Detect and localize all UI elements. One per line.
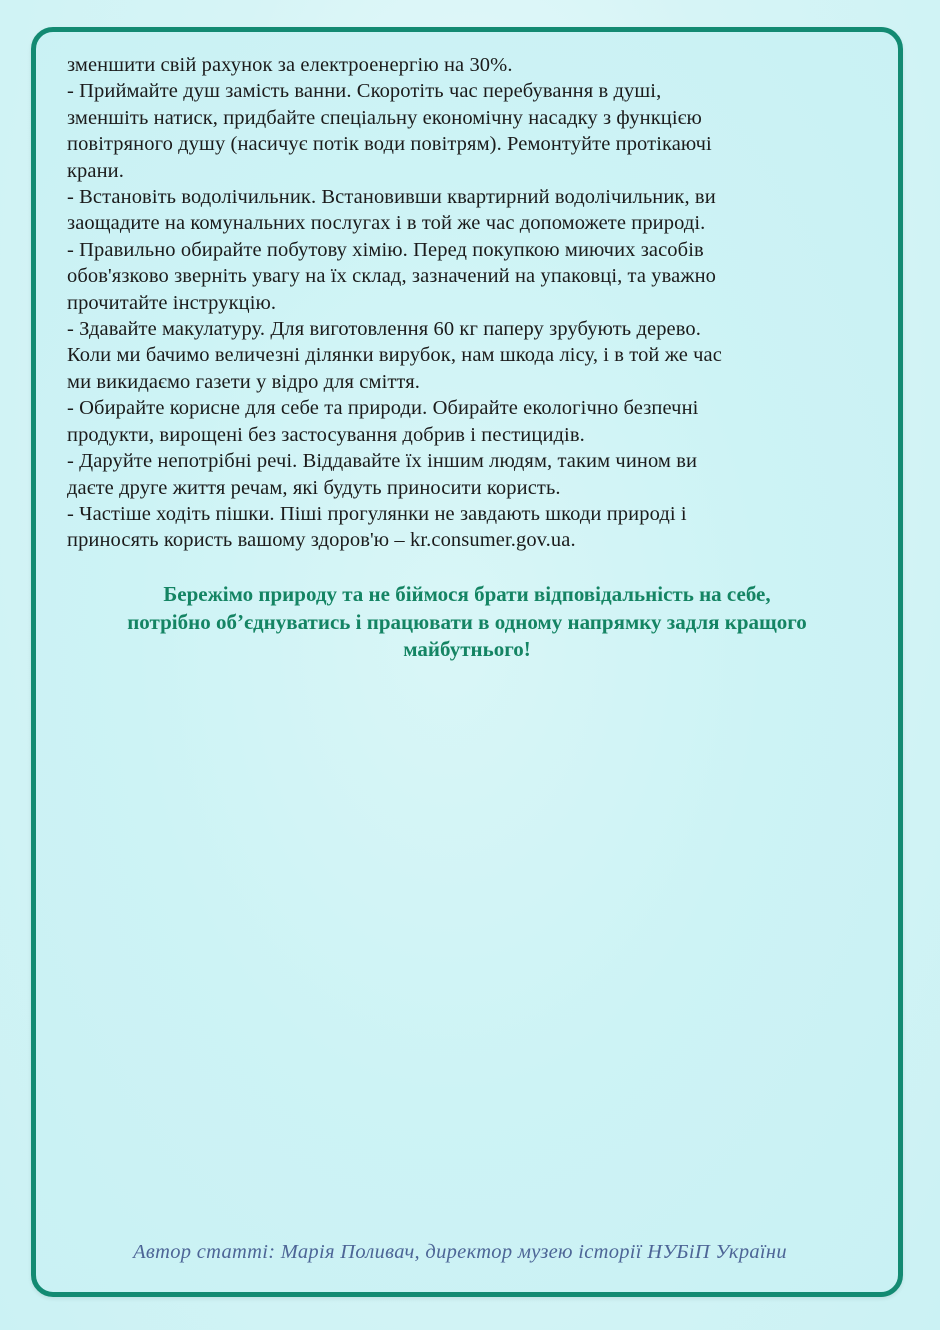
- article-line: - Обирайте корисне для себе та природи. Обирайте екологічно безпечні: [67, 397, 699, 420]
- article-line: даєте друге життя речам, які будуть приносити користь.: [67, 476, 561, 499]
- article-line: крани.: [67, 159, 124, 182]
- article-line: повітряного душу (насичує потік води повітрям). Ремонтуйте протікаючі: [67, 133, 712, 156]
- closing-line: майбутнього!: [403, 637, 531, 661]
- article-line: приносять користь вашому здоров'ю – kr.consumer.gov.ua.: [67, 529, 576, 552]
- closing-line: Бережімо природу та не біймося брати відповідальність на себе,: [163, 582, 771, 606]
- article-line: - Здавайте макулатуру. Для виготовлення 60 кг паперу зрубують дерево.: [67, 318, 701, 341]
- closing-line: потрібно об’єднуватись і працювати в одному напрямку задля кращого: [127, 609, 807, 634]
- article-line: зменшити свій рахунок за електроенергію на 30%.: [67, 54, 513, 76]
- article-line: - Правильно обирайте побутову хімію. Перед покупкою миючих засобів: [67, 238, 704, 261]
- article-line: - Даруйте непотрібні речі. Віддавайте їх іншим людям, таким чином ви: [67, 450, 698, 473]
- article-line: прочитайте інструкцію.: [67, 291, 277, 314]
- author-credit: Автор статті: Марія Поливач, директор музею історії НУБіП України: [133, 1241, 787, 1263]
- article-line: - Встановіть водолічильник. Встановивши квартирний водолічильник, ви: [67, 186, 716, 209]
- article-line: продукти, вирощені без застосування добрив і пестицидів.: [67, 423, 585, 446]
- article-line: обов'язково зверніть увагу на їх склад, зазначений на упаковці, та уважно: [67, 265, 717, 288]
- article-body: [67, 52, 867, 554]
- article-line: зменшіть натиск, придбайте спеціальну економічну насадку з функцією: [67, 106, 702, 129]
- article-line: - Частіше ходіть пішки. Піші прогулянки не завдають шкоди природі і: [67, 502, 687, 525]
- article-line: Коли ми бачимо величезні ділянки вирубок, нам шкода лісу, і в той же час: [67, 344, 722, 367]
- article-line: - Приймайте душ замість ванни. Скоротіть час перебування в душі,: [67, 80, 662, 103]
- article-line: заощадите на комунальних послугах і в той же час допоможете природі.: [67, 212, 706, 235]
- closing-statement: [62, 581, 872, 664]
- article-line: ми викидаємо газети у відро для сміття.: [67, 370, 420, 393]
